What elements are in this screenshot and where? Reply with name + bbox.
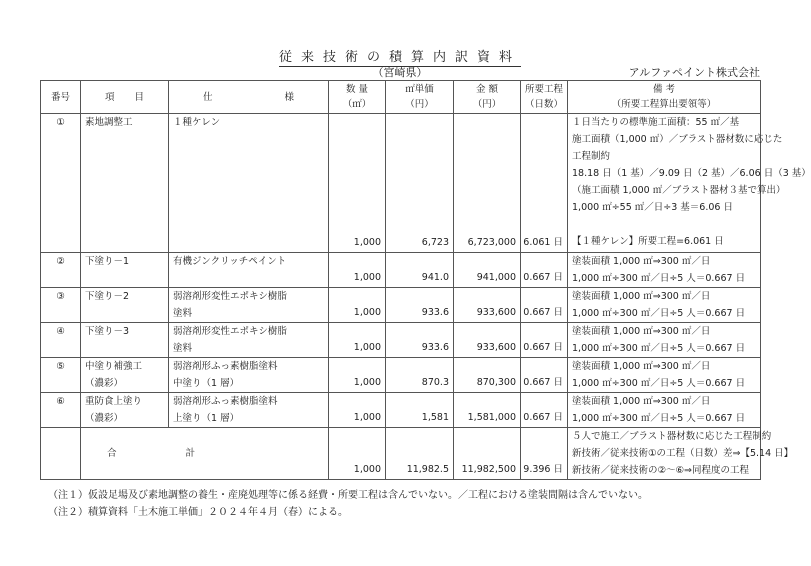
row-unit-price (386, 114, 454, 253)
row-number (41, 114, 81, 253)
row-days (521, 288, 568, 323)
cell-text-line (572, 216, 760, 233)
cell-text-line: 塗装面積 1,000 ㎡⇒300 ㎡／日 (572, 326, 711, 337)
row-item (81, 253, 169, 288)
cell-value: 933,600 (476, 307, 516, 318)
row-unit-price (386, 253, 454, 288)
header-spec: 仕 様 (169, 81, 329, 114)
cell-value: 1,000 (353, 342, 381, 353)
cell-value: 933.6 (421, 342, 449, 353)
cell-value: 1,000 (353, 272, 381, 283)
cell-value: 1,581,000 (467, 412, 516, 423)
cell-text-line: （施工面積 1,000 ㎡／ブラスト器材３基で算出） (572, 185, 786, 196)
row-remarks (568, 253, 761, 288)
row-days (521, 323, 568, 358)
cell-text-line: 中塗り補強工 (85, 361, 143, 372)
row-qty (329, 114, 386, 253)
cell-text-line: １日当たりの標準施工面積：55 ㎡／基 (572, 117, 740, 128)
row-remarks (568, 114, 811, 253)
table-row (41, 393, 761, 428)
cell-value: 9.396 日 (523, 464, 563, 475)
cell-text-line: 1,000 ㎡÷55 ㎡／日÷3 基＝6.06 日 (572, 202, 733, 213)
row-qty (329, 253, 386, 288)
header-item: 項 目 (81, 81, 169, 114)
table-header-row (41, 81, 761, 114)
cell-text-line: 1,000 ㎡÷300 ㎡／日÷5 人＝0.667 日 (572, 343, 746, 354)
cell-text-line: 下塗り－2 (85, 291, 130, 302)
total-qty (329, 428, 386, 480)
table-row (41, 253, 761, 288)
cell-text-line: 弱溶剤形変性エポキシ樹脂 (173, 291, 287, 302)
cell-value: 1,000 (353, 464, 381, 475)
cell-text-line: 塗装面積 1,000 ㎡⇒300 ㎡／日 (572, 361, 711, 372)
cell-value: 941.0 (421, 272, 449, 283)
total-label-char: 合 (107, 448, 117, 459)
row-item (81, 358, 169, 393)
row-unit-price (386, 358, 454, 393)
company-name: アルファペイント株式会社 (628, 66, 760, 79)
cell-value: 0.667 日 (523, 342, 563, 353)
row-number-text: ⑥ (56, 396, 65, 407)
total-label (81, 428, 329, 480)
cell-value: 6,723 (421, 237, 449, 248)
row-item (81, 288, 169, 323)
cell-text-line: 1,000 ㎡÷300 ㎡／日÷5 人＝0.667 日 (572, 273, 746, 284)
row-qty (329, 288, 386, 323)
row-days (521, 358, 568, 393)
row-number-text: ④ (56, 326, 65, 337)
row-qty (329, 358, 386, 393)
cell-text-line: （濃彩） (85, 378, 124, 389)
row-item (81, 393, 169, 428)
header-no: 番号 (41, 81, 81, 114)
row-days (521, 114, 568, 253)
cell-text-line: 1,000 ㎡÷300 ㎡／日÷5 人＝0.667 日 (572, 308, 746, 319)
row-spec (169, 358, 329, 393)
cell-text-line: 重防食上塗り (85, 396, 143, 407)
cell-value: 11,982,500 (461, 464, 516, 475)
table-row (41, 358, 761, 393)
row-qty (329, 393, 386, 428)
cell-value: 870,300 (476, 377, 516, 388)
cell-text-line: 【１種ケレン】所要工程=6.061 日 (572, 236, 724, 247)
cell-text-line: 弱溶剤形ふっ素樹脂塗料 (173, 396, 278, 407)
header-amount: 金 額 （円） (454, 81, 521, 114)
cell-text-line: 新技術／従来技術①の工程（日数）差⇒【5.14 日】 (572, 448, 794, 459)
row-spec (169, 253, 329, 288)
cell-value: 1,000 (353, 307, 381, 318)
cell-text-line: 施工面積（1,000 ㎡）／ブラスト器材数に応じた (572, 134, 783, 145)
row-remarks (568, 358, 761, 393)
total-label-text (81, 445, 221, 459)
cell-value: 6.061 日 (523, 237, 563, 248)
cell-value: 933.6 (421, 307, 449, 318)
row-amount (454, 288, 521, 323)
cell-text-line: 塗装面積 1,000 ㎡⇒300 ㎡／日 (572, 256, 711, 267)
cell-text-line: 18.18 日（1 基）／9.09 日（2 基）／6.06 日（3 基） (572, 168, 811, 179)
row-number-text: ① (56, 117, 65, 128)
row-item (81, 323, 169, 358)
table-row (41, 288, 761, 323)
total-days (521, 428, 568, 480)
cell-text-line: 下塗り－3 (85, 326, 130, 337)
note-2: （注２）積算資料「土木施工単価」２０２４年４月（春）による。 (48, 507, 348, 518)
row-remarks (568, 323, 761, 358)
row-days (521, 393, 568, 428)
total-remarks (568, 428, 794, 480)
header-unit-price: ㎡単価 （円） (386, 81, 454, 114)
document-subtitle: （宮崎県） (372, 66, 428, 79)
cell-value: 1,581 (421, 412, 449, 423)
row-number (41, 323, 81, 358)
cell-text-line: １種ケレン (173, 117, 221, 128)
row-number (41, 288, 81, 323)
document-title: 従来技術の積算内訳資料 (278, 50, 521, 65)
cell-value: 1,000 (353, 412, 381, 423)
cell-value: 11,982.5 (406, 464, 449, 475)
cell-text-line: ５人で施工／ブラスト器材数に応じた工程制約 (572, 431, 772, 442)
row-spec (169, 323, 329, 358)
row-qty (329, 323, 386, 358)
note-1: （注１）仮設足場及び素地調整の養生・産廃処理等に係る経費・所要工程は含んでいない。／工程における塗装間隔は含んでいない。 (48, 490, 648, 501)
cell-text-line: 有機ジンクリッチペイント (173, 256, 287, 267)
row-remarks (568, 288, 761, 323)
cell-text-line: 塗料 (173, 343, 193, 354)
cell-value: 941,000 (476, 272, 516, 283)
cell-value: 1,000 (353, 377, 381, 388)
cell-value: 933,600 (476, 342, 516, 353)
cell-text-line: 上塗り（1 層） (173, 413, 240, 424)
cell-value: 0.667 日 (523, 377, 563, 388)
cell-text-line: 弱溶剤形変性エポキシ樹脂 (173, 326, 287, 337)
cell-value: 0.667 日 (523, 272, 563, 283)
cell-text-line: 新技術／従来技術の②～⑥⇒同程度の工程 (572, 465, 749, 476)
table-row (41, 114, 761, 253)
cell-text-line: 塗料 (173, 308, 193, 319)
cell-text-line: 中塗り（1 層） (173, 378, 240, 389)
total-unit-price (386, 428, 454, 480)
header-days: 所要工程 （日数） (521, 81, 568, 114)
cell-text-line: 塗装面積 1,000 ㎡⇒300 ㎡／日 (572, 291, 711, 302)
cost-breakdown-table (40, 80, 811, 480)
row-number (41, 358, 81, 393)
row-amount (454, 114, 521, 253)
cell-value: 0.667 日 (523, 412, 563, 423)
cell-value: 6,723,000 (467, 237, 516, 248)
cell-value: 1,000 (353, 237, 381, 248)
row-number (41, 393, 81, 428)
row-amount (454, 253, 521, 288)
row-amount (454, 358, 521, 393)
table-row (41, 323, 761, 358)
row-amount (454, 323, 521, 358)
header-remarks: 備 考 （所要工程算出要領等） (568, 81, 761, 114)
total-amount (454, 428, 521, 480)
cell-text-line: 工程制約 (572, 151, 611, 162)
row-item (81, 114, 169, 253)
row-unit-price (386, 393, 454, 428)
row-spec (169, 288, 329, 323)
row-number-text: ② (56, 256, 65, 267)
row-remarks (568, 393, 761, 428)
row-number-text: ③ (56, 291, 65, 302)
cell-text-line: 塗装面積 1,000 ㎡⇒300 ㎡／日 (572, 396, 711, 407)
row-spec (169, 114, 329, 253)
row-amount (454, 393, 521, 428)
row-unit-price (386, 288, 454, 323)
total-label-char: 計 (185, 448, 195, 459)
row-spec (169, 393, 329, 428)
total-empty (41, 428, 81, 480)
cell-text-line: （濃彩） (85, 413, 124, 424)
row-number (41, 253, 81, 288)
cell-text-line: 素地調整工 (85, 117, 133, 128)
cell-text-line: 1,000 ㎡÷300 ㎡／日÷5 人＝0.667 日 (572, 413, 746, 424)
total-row (41, 428, 761, 480)
cell-value: 0.667 日 (523, 307, 563, 318)
cell-text-line: 弱溶剤形ふっ素樹脂塗料 (173, 361, 278, 372)
cell-text-line: 1,000 ㎡÷300 ㎡／日÷5 人＝0.667 日 (572, 378, 746, 389)
header-qty: 数 量 （㎡） (329, 81, 386, 114)
row-days (521, 253, 568, 288)
cell-value: 870.3 (421, 377, 449, 388)
row-unit-price (386, 323, 454, 358)
row-number-text: ⑤ (56, 361, 65, 372)
cell-text-line: 下塗り－1 (85, 256, 130, 267)
